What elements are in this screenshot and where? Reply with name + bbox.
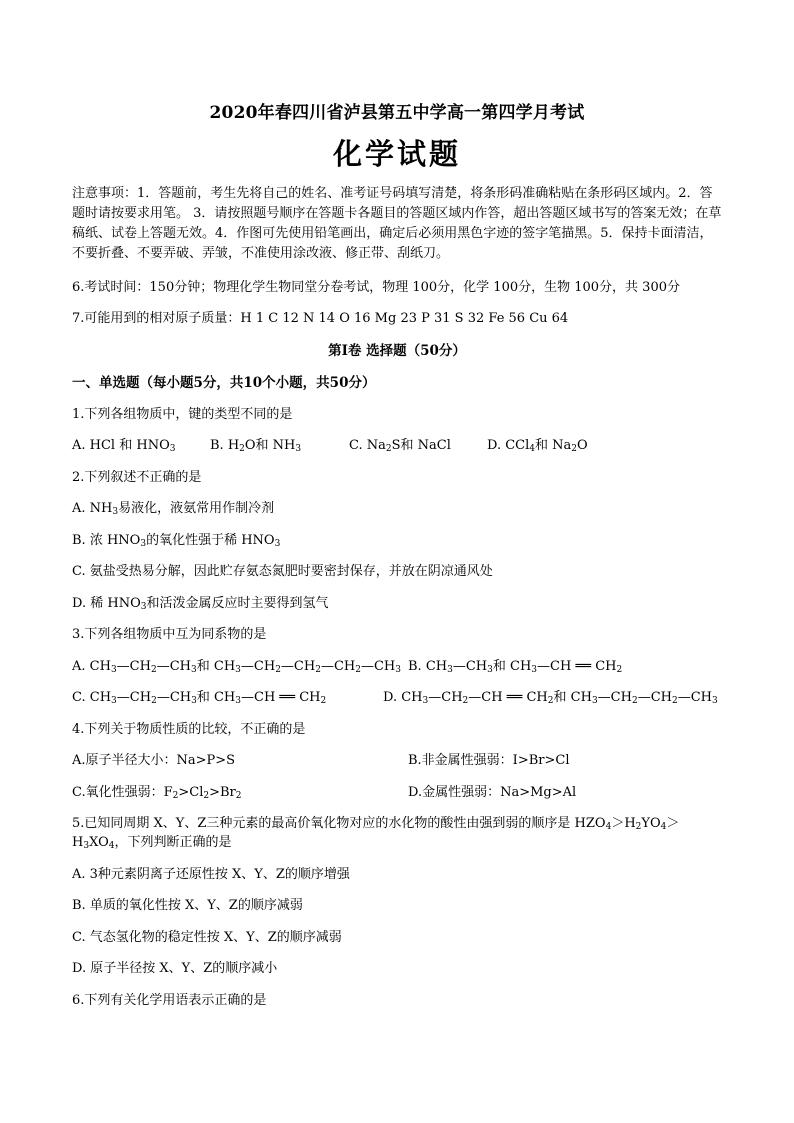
question-1-option-d: D. CCl$_4$和 $Na_2O$ bbox=[487, 438, 588, 454]
instruction-item-7: 7.可能用到的相对原子质量：H 1 C 12 N 14 O 16 Mg 23 P 31 S 32 Fe 56 Cu 64 bbox=[72, 311, 569, 326]
question-2-option-b: B. 浓 $HNO_3$的氧化性强于稀 $HNO_3$ bbox=[72, 533, 281, 549]
question-3-option-c: C. $CH_3—CH_2—CH_3$和 $CH_3—CH$ ══ $CH_2$ bbox=[72, 690, 327, 706]
question-4-option-c: C.氧化性强弱：$F_2>Cl_2>Br_2$ bbox=[72, 785, 242, 801]
exam-title: 2020年春四川省泸县第五中学高一第四学月考试 bbox=[209, 103, 585, 123]
question-4-option-d: D.金属性强弱：Na>Mg>Al bbox=[408, 785, 577, 800]
question-6-stem: 6.下列有关化学用语表示正确的是 bbox=[72, 993, 267, 1008]
question-5-option-a: A. 3种元素阴离子还原性按 X、Y、Z的顺序增强 bbox=[72, 867, 350, 882]
question-3-stem: 3.下列各组物质中互为同系物的是 bbox=[72, 627, 267, 642]
question-5-option-c: C. 气态氢化物的稳定性按 X、Y、Z的顺序减弱 bbox=[72, 930, 342, 945]
question-1-option-c: C. $Na_2S$和 NaCl bbox=[349, 438, 451, 454]
question-1-stem: 1.下列各组物质中，键的类型不同的是 bbox=[72, 407, 293, 422]
question-3-option-d: D. $CH_3—CH_2—CH$ ══ $CH_2$和 $CH_3—CH_2—CH_2—CH_3$ bbox=[383, 690, 718, 706]
question-5-stem-line-2: $H_3XO_4$，下列判断正确的是 bbox=[72, 835, 232, 851]
question-1-option-a: A. HCl 和 $HNO_3$ bbox=[72, 438, 176, 454]
question-2-option-c: C. 氨盐受热易分解，因此贮存氨态氮肥时要密封保存，并放在阴凉通风处 bbox=[72, 564, 493, 579]
question-2-option-a: A. $NH_3$易液化，液氨常用作制冷剂 bbox=[72, 501, 275, 517]
question-4-option-a: A.原子半径大小：Na>P>S bbox=[72, 753, 236, 768]
section-title: 一、单选题（每小题5分，共10个小题，共50分） bbox=[72, 375, 376, 391]
question-3-option-b: B. $CH_3—CH_3$和 $CH_3—CH$ ══ $CH_2$ bbox=[408, 659, 623, 675]
question-4-option-b: B.非金属性强弱：I>Br>Cl bbox=[408, 753, 570, 768]
question-5-stem-line-1: 5.已知同周期 X、Y、Z三种元素的最高价氧化物对应的水化物的酸性由强到弱的顺序是 $HZO_4>H_2YO_4>$ bbox=[72, 816, 680, 832]
question-3-option-a: A. $CH_3—CH_2—CH_3$和 $CH_3—CH_2—CH_2—CH_2—CH_3$ bbox=[72, 659, 402, 675]
exam-notice: 注意事项：1．答题前，考生先将自己的姓名、准考证号码填写清楚，将条形码准确粘贴在条形码区域内。2．答题时请按要求用笔。 3．请按照题号顺序在答题卡各题目的答题区域内作答，超出答题区域书写的答案无效；在草稿纸、试卷上答题无效。4．作图可先使用铅笔画出，确定后必须用黑色字迹的签字笔描黑。5．保持卡面清洁，不要折叠、不要弄破、弄皱，不准使用涂改液、修正带、刮纸刀。 bbox=[72, 186, 722, 261]
question-1-option-b: B. $H_2O$和 $NH_3$ bbox=[210, 438, 302, 454]
question-4-stem: 4.下列关于物质性质的比较，不正确的是 bbox=[72, 722, 306, 737]
instruction-item-6: 6.考试时间：150分钟；物理化学生物同堂分卷考试，物理 100分，化学 100分，生物 100分，共 300分 bbox=[72, 280, 680, 295]
question-2-stem: 2.下列叙述不正确的是 bbox=[72, 470, 202, 485]
part-one-title: 第Ⅰ卷 选择题（50分） bbox=[328, 343, 466, 359]
question-5-option-b: B. 单质的氧化性按 X、Y、Z的顺序减弱 bbox=[72, 898, 303, 913]
question-5-option-d: D. 原子半径按 X、Y、Z的顺序减小 bbox=[72, 961, 278, 976]
question-2-option-d: D. 稀 $HNO_3$和活泼金属反应时主要得到氢气 bbox=[72, 596, 329, 612]
subject-title: 化学试题 bbox=[332, 137, 461, 171]
